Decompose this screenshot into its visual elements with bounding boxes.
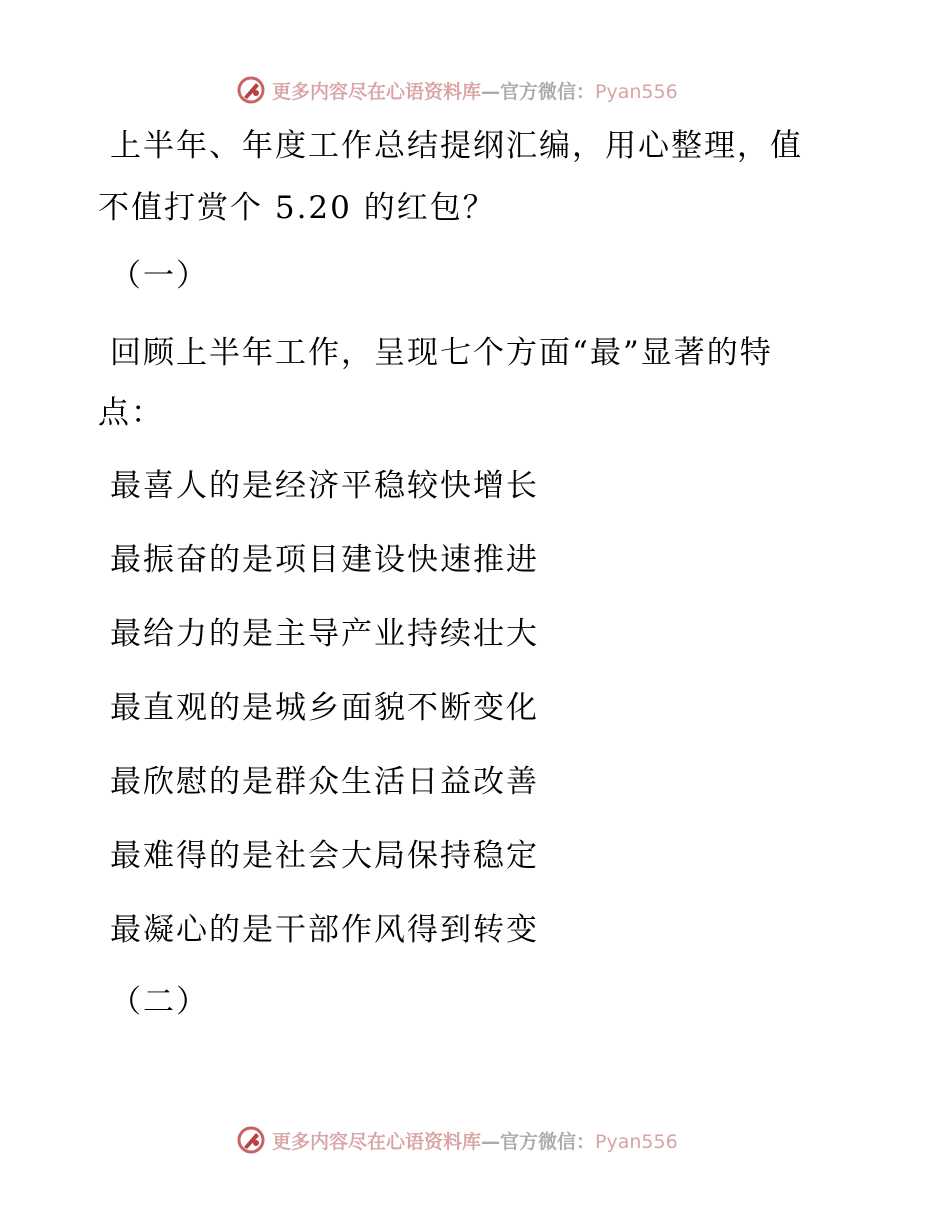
title-line-1: 上半年、年度工作总结提纲汇编，用心整理，值 — [110, 128, 803, 164]
title-line-2: 不值打赏个 5.20 的红包？ — [98, 190, 496, 226]
list-item: 最欣慰的是群众生活日益改善 — [110, 764, 539, 800]
watermark-main: 更多内容尽在心语资料库 — [272, 80, 482, 103]
footer-watermark — [236, 1122, 678, 1158]
section-heading-1: （一） — [110, 258, 209, 294]
header-watermark — [236, 72, 678, 108]
watermark-official: 官方微信： — [500, 80, 596, 103]
watermark-main: 更多内容尽在心语资料库 — [272, 1130, 482, 1153]
intro-line-1: 回顾上半年工作，呈现七个方面“最”显著的特 — [110, 335, 773, 371]
list-item: 最振奋的是项目建设快速推进 — [110, 542, 539, 578]
list-item: 最难得的是社会大局保持稳定 — [110, 838, 539, 874]
list-item: 最喜人的是经济平稳较快增长 — [110, 468, 539, 504]
list-item: 最凝心的是干部作风得到转变 — [110, 912, 539, 948]
intro-line-2: 点： — [98, 395, 164, 431]
list-item: 最直观的是城乡面貌不断变化 — [110, 690, 539, 726]
watermark-id: Pyan556 — [595, 80, 678, 103]
watermark-text — [272, 1127, 678, 1154]
watermark-dash: — — [481, 1130, 501, 1153]
pen-logo-icon — [236, 75, 266, 105]
watermark-text — [272, 77, 678, 104]
list-item: 最给力的是主导产业持续壮大 — [110, 616, 539, 652]
watermark-id: Pyan556 — [595, 1130, 678, 1153]
watermark-dash: — — [481, 80, 501, 103]
section-heading-2: （二） — [110, 984, 209, 1020]
pen-logo-icon — [236, 1125, 266, 1155]
watermark-official: 官方微信： — [500, 1130, 596, 1153]
